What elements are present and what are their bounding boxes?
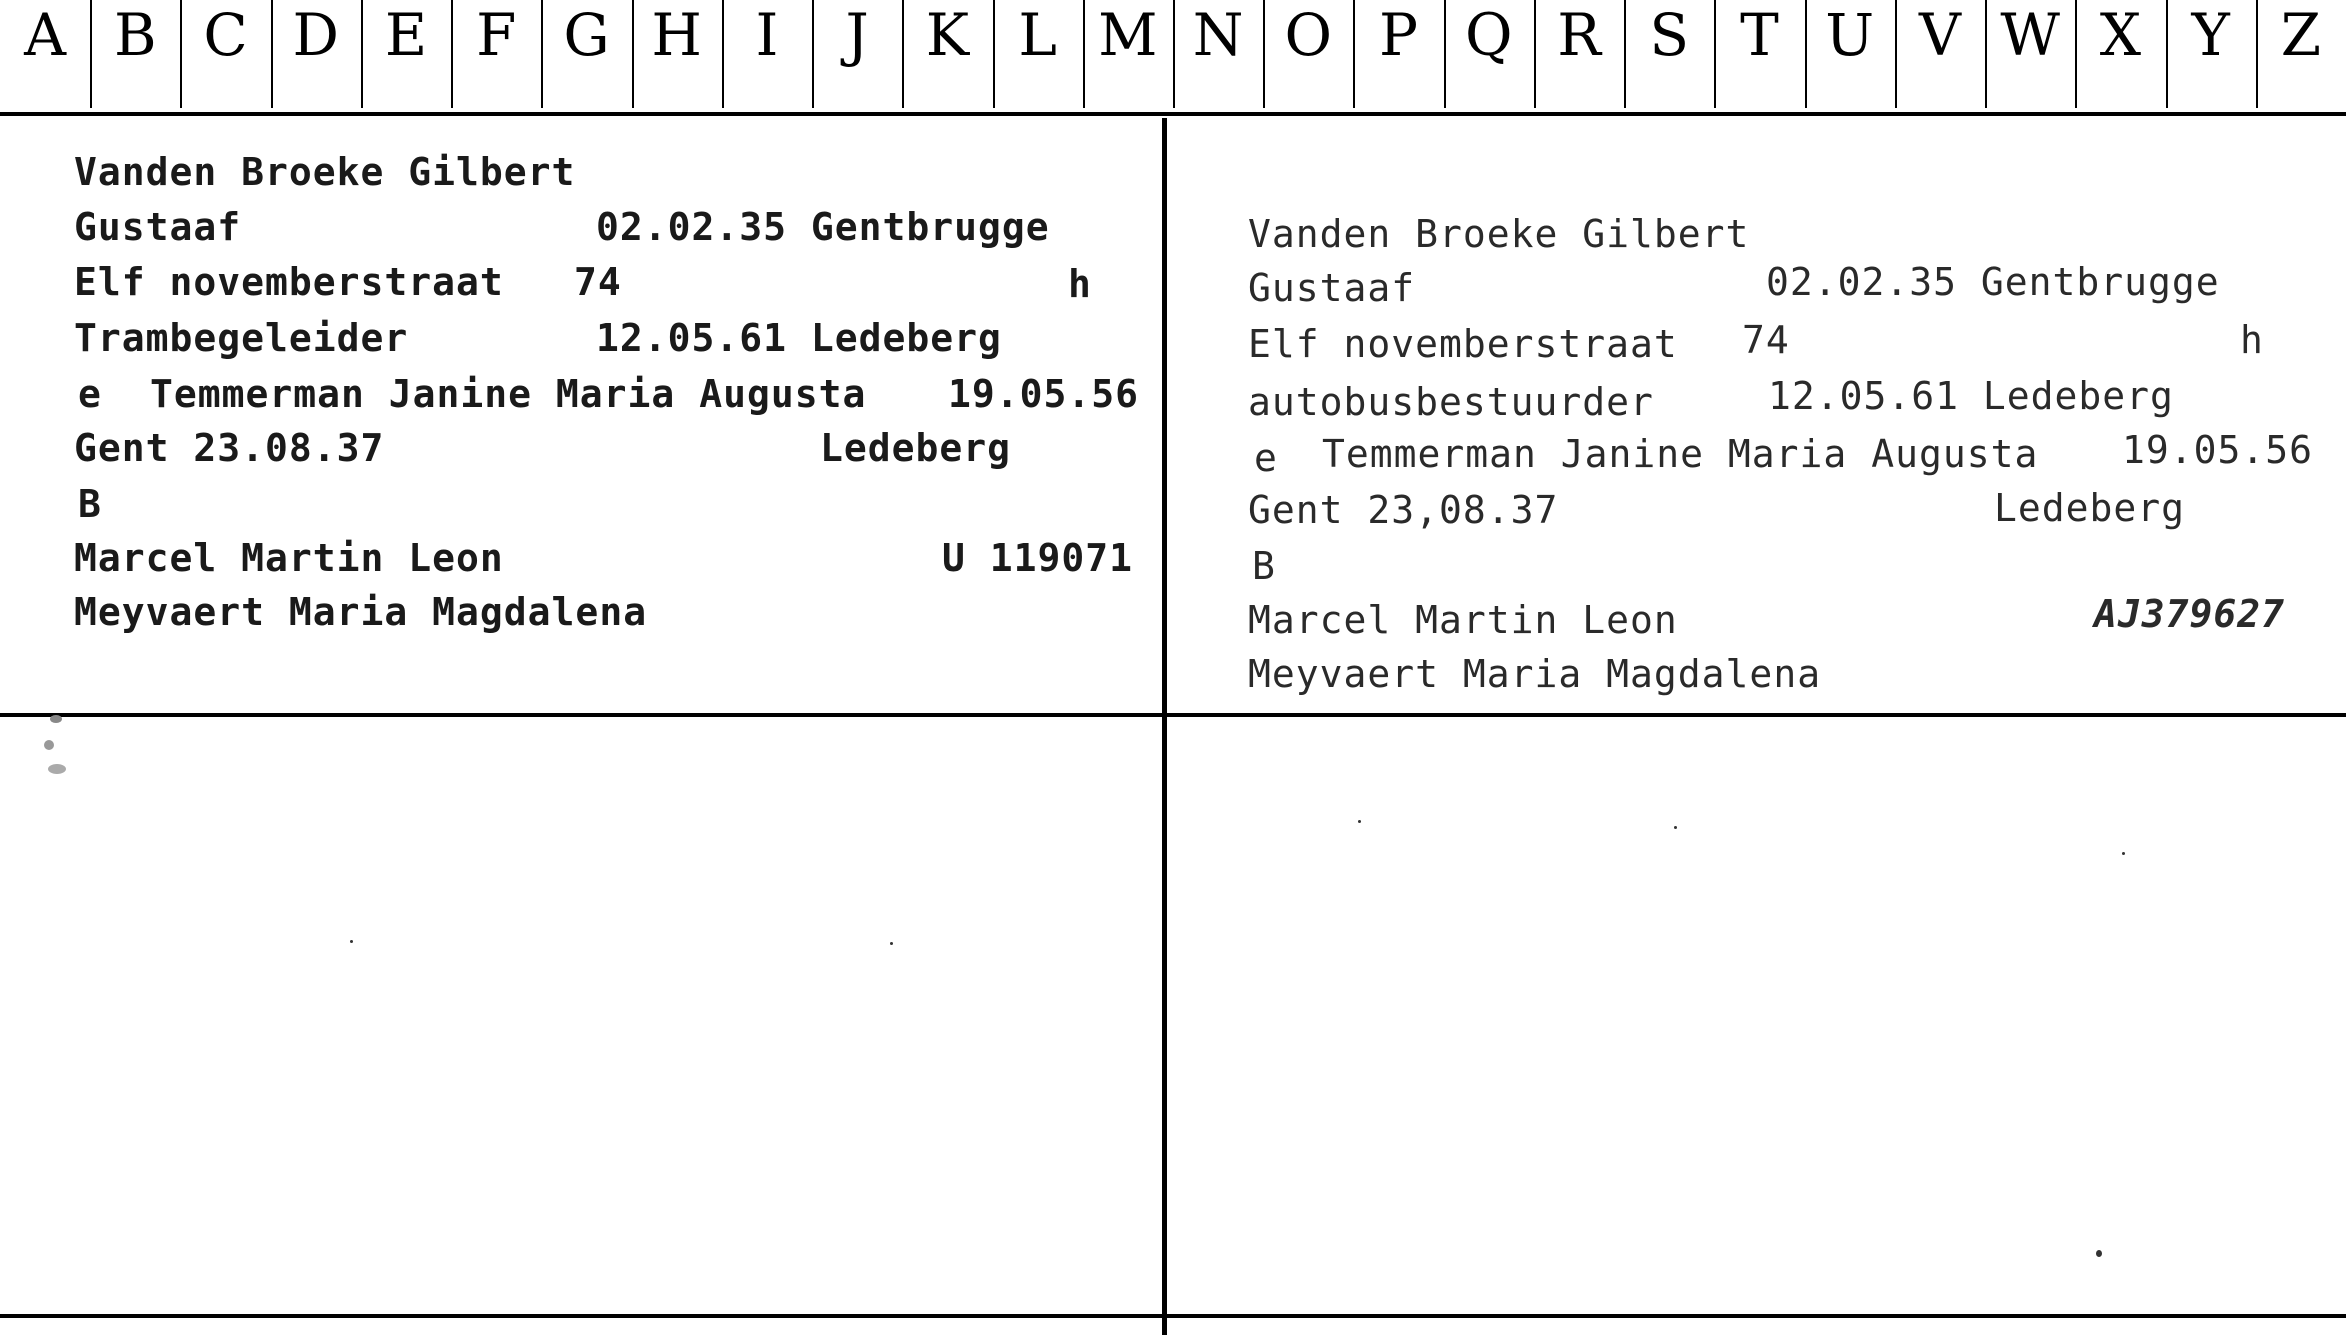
alphabet-letter-u: U	[1825, 1, 1875, 69]
street: Elf novemberstraat	[1248, 322, 1678, 366]
alphabet-letter-s: S	[1649, 1, 1690, 69]
alphabet-separator	[451, 0, 453, 108]
alphabet-letter-d: D	[292, 1, 340, 69]
alphabet-separator	[812, 0, 814, 108]
bottom-rule	[0, 1314, 2346, 1318]
alphabet-separator	[632, 0, 634, 108]
house-number: 74	[1742, 318, 1790, 362]
alphabet-separator	[1083, 0, 1085, 108]
scan-speck	[1358, 820, 1361, 823]
second-name: Gustaaf	[74, 205, 242, 249]
alphabet-letter-g: G	[563, 1, 610, 69]
scan-speck	[2096, 1250, 2102, 1257]
alphabet-letter-t: T	[1740, 1, 1779, 69]
birth-date-place: 02.02.35 Gentbrugge	[596, 205, 1050, 249]
alphabet-separator	[1895, 0, 1897, 108]
second-name: Gustaaf	[1248, 266, 1416, 310]
alphabet-separator	[1173, 0, 1175, 108]
alphabet-separator	[1444, 0, 1446, 108]
alphabet-letter-y: Y	[2191, 1, 2230, 69]
street: Elf novemberstraat	[74, 260, 504, 304]
spouse-prefix: e	[78, 372, 102, 416]
alphabet-separator	[361, 0, 363, 108]
alphabet-letter-v: V	[1919, 1, 1961, 69]
alphabet-separator	[1985, 0, 1987, 108]
spouse-prefix: e	[1254, 436, 1278, 480]
id-number: U 119071	[942, 536, 1134, 580]
alphabet-letter-e: E	[384, 1, 428, 69]
alphabet-letter-j: J	[845, 1, 869, 69]
alphabet-letter-n: N	[1192, 1, 1244, 69]
spouse-place: Ledeberg	[1994, 486, 2186, 530]
alphabet-letter-c: C	[203, 1, 248, 69]
occupation: Trambegeleider	[74, 316, 409, 360]
alphabet-letter-q: Q	[1465, 1, 1513, 69]
occupation-date-place: 12.05.61 Ledeberg	[596, 316, 1002, 360]
id-number: AJ379627	[2094, 592, 2286, 636]
alphabet-separator	[2166, 0, 2168, 108]
alphabet-separator	[902, 0, 904, 108]
spouse-place: Ledeberg	[820, 426, 1012, 470]
alphabet-letter-w: W	[2000, 1, 2060, 69]
full-name: Vanden Broeke Gilbert	[1248, 212, 1750, 256]
code: B	[78, 482, 102, 526]
alphabet-separator	[90, 0, 92, 108]
alphabet-separator	[993, 0, 995, 108]
spouse-birth: Gent 23.08.37	[74, 426, 385, 470]
scan-speck	[2122, 852, 2125, 855]
alphabet-separator	[180, 0, 182, 108]
alphabet-separator	[1263, 0, 1265, 108]
scan-speck	[1674, 826, 1677, 829]
center-divider	[1162, 118, 1167, 1335]
spouse-name: Temmerman Janine Maria Augusta	[150, 372, 867, 416]
marker: h	[2240, 318, 2264, 362]
alphabet-index-strip	[0, 0, 2346, 112]
spouse-name: Temmerman Janine Maria Augusta	[1322, 432, 2039, 476]
alphabet-separator	[2256, 0, 2258, 108]
full-name: Vanden Broeke Gilbert	[74, 150, 576, 194]
scan-speck	[48, 764, 66, 774]
alphabet-letter-r: R	[1557, 1, 1601, 69]
alphabet-letter-k: K	[925, 1, 970, 69]
alphabet-letter-f: F	[476, 1, 517, 69]
alphabet-separator	[1805, 0, 1807, 108]
mother-name: Meyvaert Maria Magdalena	[74, 590, 648, 634]
alphabet-letter-b: B	[114, 1, 157, 69]
alphabet-separator	[271, 0, 273, 108]
alphabet-letter-x: X	[2099, 1, 2142, 69]
alphabet-letter-i: I	[755, 1, 779, 69]
marker: h	[1068, 262, 1092, 306]
spouse-date: 19.05.56	[2122, 428, 2314, 472]
code: B	[1252, 544, 1276, 588]
scan-speck	[350, 940, 353, 943]
alphabet-separator	[1534, 0, 1536, 108]
spouse-birth: Gent 23,08.37	[1248, 488, 1559, 532]
top-rule	[0, 112, 2346, 116]
scan-speck	[50, 715, 62, 723]
occupation-date-place: 12.05.61 Ledeberg	[1768, 374, 2174, 418]
birth-date-place: 02.02.35 Gentbrugge	[1766, 260, 2220, 304]
alphabet-letter-o: O	[1284, 1, 1333, 69]
alphabet-separator	[1624, 0, 1626, 108]
father-name: Marcel Martin Leon	[74, 536, 504, 580]
alphabet-letter-m: M	[1098, 1, 1158, 69]
scan-speck	[44, 740, 54, 750]
spouse-date: 19.05.56	[948, 372, 1140, 416]
alphabet-letter-l: L	[1018, 1, 1057, 69]
middle-rule	[0, 713, 2346, 717]
father-name: Marcel Martin Leon	[1248, 598, 1678, 642]
occupation: autobusbestuurder	[1248, 380, 1654, 424]
alphabet-letter-h: H	[651, 1, 703, 69]
scan-speck	[890, 942, 893, 945]
alphabet-letter-z: Z	[2280, 1, 2322, 69]
alphabet-separator	[1353, 0, 1355, 108]
alphabet-separator	[541, 0, 543, 108]
alphabet-separator	[2075, 0, 2077, 108]
mother-name: Meyvaert Maria Magdalena	[1248, 652, 1822, 696]
alphabet-separator	[722, 0, 724, 108]
house-number: 74	[574, 260, 622, 304]
alphabet-separator	[1714, 0, 1716, 108]
alphabet-letter-p: P	[1379, 1, 1419, 69]
alphabet-letter-a: A	[24, 1, 67, 69]
